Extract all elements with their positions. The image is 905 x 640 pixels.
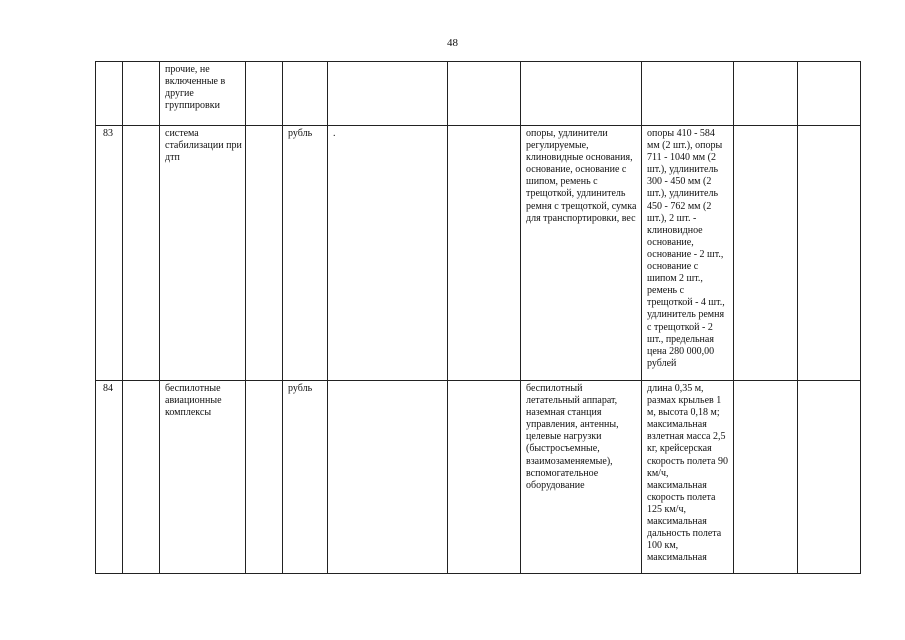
extra-cell-1 — [734, 126, 798, 381]
characteristic-d-cell: опоры 410 - 584 мм (2 шт.), опоры 711 - 1040 мм (2 шт.), удлинитель 300 - 450 мм (2 шт.), удлинитель 450 - 762 мм (2 шт.), 2 шт. - клиновидное основание, основание - 2 шт., основание с шипом 2 шт., ремень с трещоткой - 4 шт., удлинитель ремня с трещоткой - 2 шт., предельная цена 280 000,00 рублей — [642, 126, 734, 381]
characteristic-d-cell — [642, 62, 734, 126]
characteristic-c-cell: опоры, удлинители регулируемые, клиновидные основания, основание, основание с шипом, ремень с трещоткой, удлинитель ремня с трещоткой, сумка для транспортировки, вес — [521, 126, 642, 381]
unit-cell — [283, 62, 328, 126]
characteristic-b-cell — [448, 126, 521, 381]
code-cell — [123, 62, 160, 126]
extra-cell-1 — [734, 62, 798, 126]
characteristic-c-cell: беспилотный летательный аппарат, наземная станция управления, антенны, целевые нагрузки (быстросъемные, взаимозаменяемые), вспомогательное оборудование — [521, 381, 642, 574]
unit-cell: рубль — [283, 126, 328, 381]
table-row — [96, 126, 861, 381]
unit-code-cell — [246, 126, 283, 381]
characteristic-b-cell — [448, 381, 521, 574]
characteristic-a-cell: . — [328, 126, 448, 381]
unit-code-cell — [246, 62, 283, 126]
characteristic-b-cell — [448, 62, 521, 126]
row-number-cell — [96, 62, 123, 126]
unit-code-cell — [246, 381, 283, 574]
item-name-cell: прочие, не включенные в другие группировки — [160, 62, 246, 126]
table-row — [96, 381, 861, 574]
characteristic-d-cell: длина 0,35 м, размах крыльев 1 м, высота 0,18 м; максимальная взлетная масса 2,5 кг, крейсерская скорость полета 90 км/ч, максимальная скорость полета 125 км/ч, максимальная дальность полета 100 км, максимальная — [642, 381, 734, 574]
item-name-cell: система стабилизации при дтп — [160, 126, 246, 381]
row-number-cell: 83 — [96, 126, 123, 381]
code-cell — [123, 381, 160, 574]
item-name-cell: беспилотные авиационные комплексы — [160, 381, 246, 574]
extra-cell-1 — [734, 381, 798, 574]
page-number: 48 — [447, 37, 458, 49]
goods-characteristics-table — [95, 61, 861, 574]
table-row — [96, 62, 861, 126]
row-number-cell: 84 — [96, 381, 123, 574]
unit-cell: рубль — [283, 381, 328, 574]
characteristic-a-cell — [328, 62, 448, 126]
characteristic-c-cell — [521, 62, 642, 126]
extra-cell-2 — [798, 126, 861, 381]
code-cell — [123, 126, 160, 381]
extra-cell-2 — [798, 62, 861, 126]
extra-cell-2 — [798, 381, 861, 574]
characteristic-a-cell — [328, 381, 448, 574]
